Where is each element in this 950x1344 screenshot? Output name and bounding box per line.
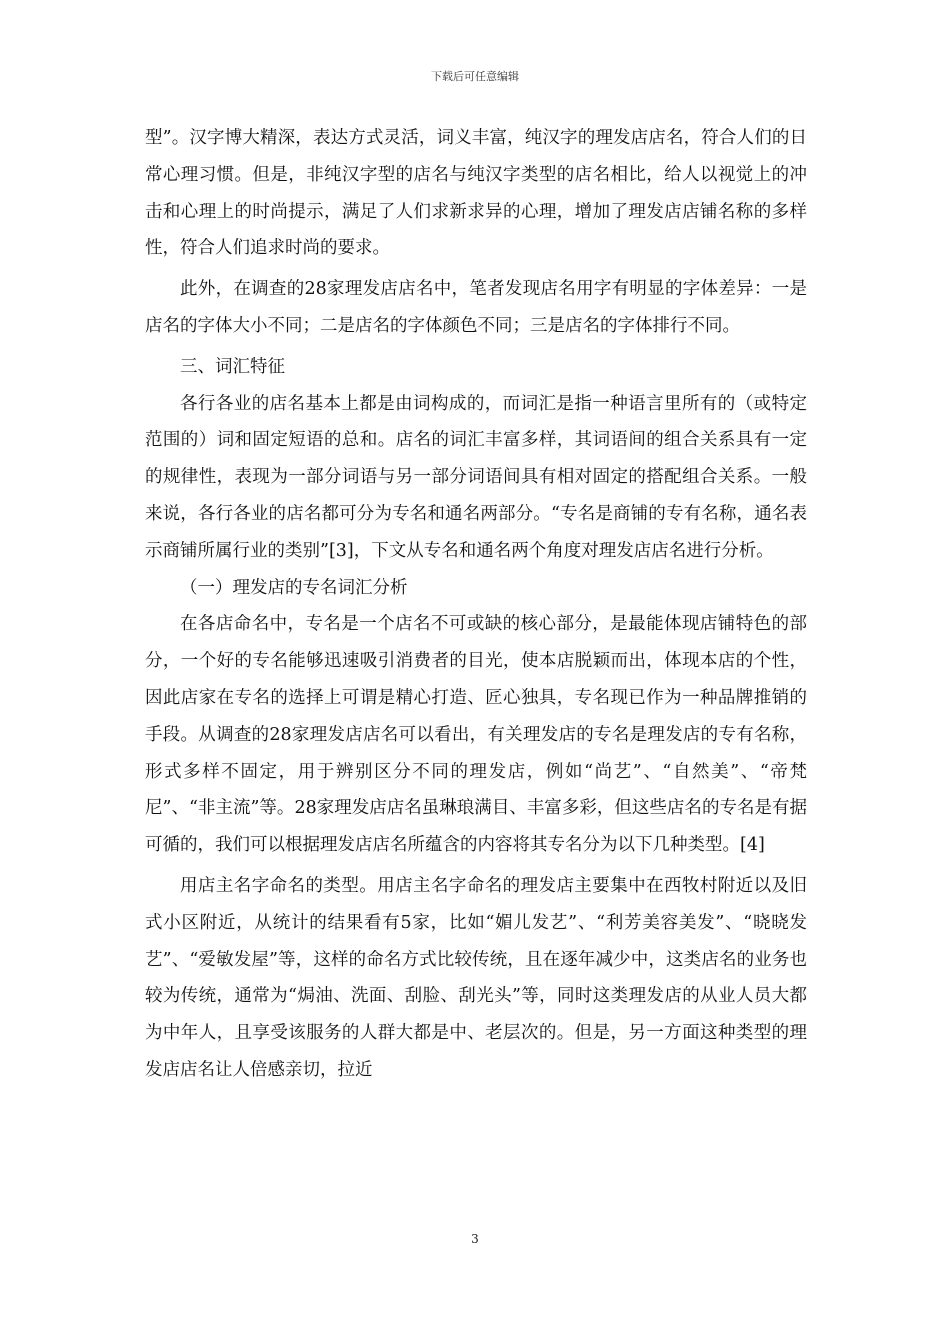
- paragraph-owner-name-type: 用店主名字命名的类型。用店主名字命名的理发店主要集中在西牧村附近以及旧式小区附近，从统计的结果看有5家，比如“媚儿发艺”、“利芳美容美发”、“晓晓发艺”、“爱敏发屋”等，这样的命名方式比较传统，且在逐年减少中，这类店名的业务也较为传统，通常为“焗油、洗面、刮脸、刮光头”等，同时这类理发店的从业人员大都为中年人，且享受该服务的人群大都是中、老层次的。但是，另一方面这种类型的理发店店名让人倍感亲切，拉近: [145, 875, 807, 1080]
- paragraph-continuation: 型”。汉字博大精深，表达方式灵活，词义丰富，纯汉字的理发店店名，符合人们的日常心理习惯。但是，非纯汉字型的店名与纯汉字类型的店名相比，给人以视觉上的冲击和心理上的时尚提示，满足了人们求新求异的心理，增加了理发店店铺名称的多样性，符合人们追求时尚的要求。: [145, 128, 807, 259]
- paragraph-proper-names: 在各店命名中，专名是一个店名不可或缺的核心部分，是最能体现店铺特色的部分，一个好的专名能够迅速吸引消费者的目光，使本店脱颖而出，体现本店的个性，因此店家在专名的选择上可谓是精心打造、匠心独具，专名现已作为一种品牌推销的手段。从调查的28家理发店店名可以看出，有关理发店的专名是理发店的专有名称，形式多样不固定，用于辨别区分不同的理发店，例如“尚艺”、“自然美”、“帝梵尼”、“非主流”等。28家理发店店名虽琳琅满目、丰富多彩，但这些店名的专名是有据可循的，我们可以根据理发店店名所蕴含的内容将其专名分为以下几种类型。[4]: [145, 614, 807, 856]
- page-header-note: 下载后可任意编辑: [431, 70, 519, 83]
- section-heading-vocabulary: 三、词汇特征: [180, 356, 285, 377]
- subsection-heading-proper-names: （一）理发店的专名词汇分析: [180, 577, 408, 598]
- paragraph-vocabulary-intro: 各行各业的店名基本上都是由词构成的，而词汇是指一种语言里所有的（或特定范围的）词和固定短语的总和。店名的词汇丰富多样，其词语间的组合关系具有一定的规律性，表现为一部分词语与另一部分词语间具有相对固定的搭配组合关系。一般来说，各行各业的店名都可分为专名和通名两部分。“专名是商铺的专有名称，通名表示商铺所属行业的类别”[3]，下文从专名和通名两个角度对理发店店名进行分析。: [145, 393, 807, 561]
- page-number: 3: [471, 1232, 479, 1246]
- paragraph-font-differences: 此外，在调查的28家理发店店名中，笔者发现店名用字有明显的字体差异：一是店名的字体大小不同；二是店名的字体颜色不同；三是店名的字体排行不同。: [145, 279, 807, 336]
- document-body: [145, 120, 807, 1089]
